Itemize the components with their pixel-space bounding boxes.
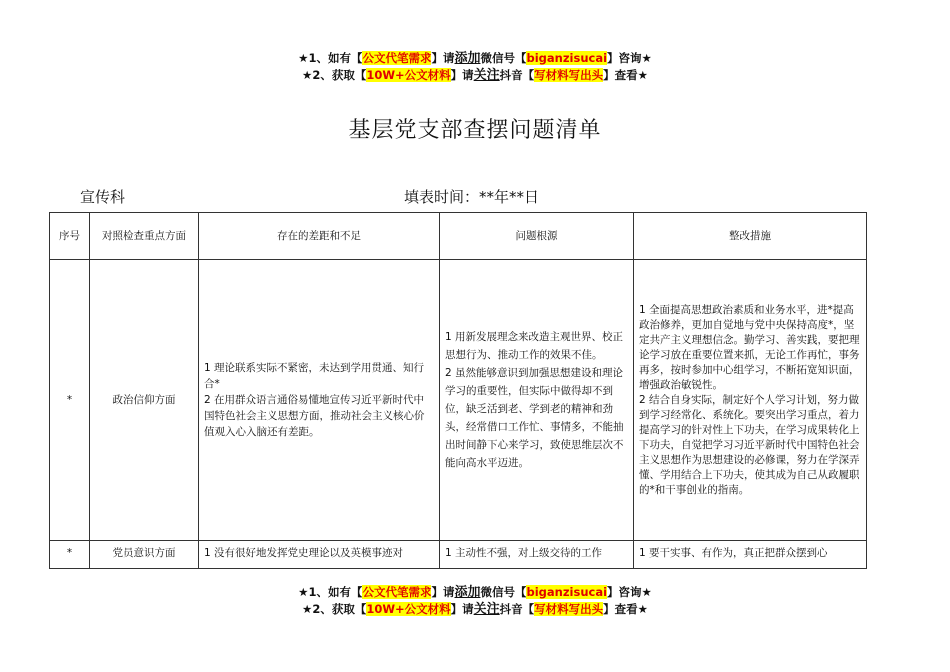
promo-highlight-materials: 10W+公文材料	[366, 602, 451, 616]
cell-gaps: 1 理论联系实际不紧密，未达到学用贯通、知行合* 2 在用群众语言通俗易懂地宣传习近平新时代中国特色社会主义思想方面，推动社会主义核心价值观入心入脑还有差距。	[199, 260, 440, 541]
promo-highlight-douyin: 写材料写出头	[534, 602, 604, 616]
promo-text: ★1、如有【	[298, 51, 363, 65]
promo-text: ★2、获取【	[302, 68, 367, 82]
cell-no: *	[50, 260, 90, 541]
cell-no: *	[50, 541, 90, 569]
promo-emphasis-add: 添加	[454, 585, 481, 600]
fill-date: 填表时间：**年**日	[404, 188, 540, 206]
promo-text: 】查看★	[603, 68, 648, 82]
promo-text: ★2、获取【	[302, 602, 367, 616]
promo-line-2	[0, 601, 950, 618]
table-row	[50, 260, 867, 541]
promo-highlight-douyin: 写材料写出头	[534, 68, 604, 82]
promo-line-1	[0, 50, 950, 67]
promo-text: 】请	[450, 602, 474, 616]
promo-highlight-materials: 10W+公文材料	[366, 68, 451, 82]
promo-banner-bottom	[0, 584, 950, 618]
cell-aspect: 党员意识方面	[90, 541, 199, 569]
promo-text: 】咨询★	[607, 585, 652, 599]
promo-line-2	[0, 67, 950, 84]
promo-text: 微信号【	[480, 51, 527, 65]
promo-highlight-wechat: biganzisucai	[526, 51, 608, 65]
promo-text: 】查看★	[603, 602, 648, 616]
promo-text: ★1、如有【	[298, 585, 363, 599]
promo-text: 抖音【	[499, 68, 535, 82]
table-header-row	[50, 213, 867, 260]
promo-text: 】请	[431, 51, 455, 65]
promo-highlight-service: 公文代笔需求	[362, 51, 432, 65]
cell-aspect: 政治信仰方面	[90, 260, 199, 541]
cell-roots: 1 主动性不强，对上级交待的工作	[440, 541, 634, 569]
issue-table	[49, 212, 867, 569]
header-measures: 整改措施	[634, 213, 867, 260]
promo-emphasis-follow: 关注	[473, 68, 500, 83]
header-gaps: 存在的差距和不足	[199, 213, 440, 260]
cell-measures: 1 全面提高思想政治素质和业务水平，进*提高政治修养，更加自觉地与党中央保持高度*，坚定共产主义理想信念。勤学习、善实践，要把理论学习放在重要位置来抓，无论工作再忙，事务再多，按时参加中心组学习，不断拓宽知识面，增强政治敏锐性。 2 结合自身实际，制定好个人学习计划，努力做到学习经常化、系统化。要突出学习重点，着力提高学习的针对性上下功夫，在学习成果转化上下功夫，自觉把学习习近平新时代中国特色社会主义思想作为思想建设的必修课，努力在学深弄懂、学用结合上下功夫，使其成为自己从政履职的*和干事创业的指南。	[634, 260, 867, 541]
cell-gaps: 1 没有很好地发挥党史理论以及英模事迹对	[199, 541, 440, 569]
promo-highlight-wechat: biganzisucai	[526, 585, 608, 599]
promo-line-1	[0, 584, 950, 601]
promo-text: 】请	[450, 68, 474, 82]
promo-emphasis-add: 添加	[454, 51, 481, 66]
document-title: 基层党支部查摆问题清单	[348, 118, 602, 143]
table-row	[50, 541, 867, 569]
promo-text: 微信号【	[480, 585, 527, 599]
promo-highlight-service: 公文代笔需求	[362, 585, 432, 599]
department-label: 宣传科	[80, 188, 126, 206]
promo-text: 】咨询★	[607, 51, 652, 65]
promo-text: 】请	[431, 585, 455, 599]
header-roots: 问题根源	[440, 213, 634, 260]
cell-roots: 1 用新发展理念来改造主观世界、校正思想行为、推动工作的效果不佳。 2 虽然能够意识到加强思想建设和理论学习的重要性，但实际中做得却不到位，缺乏活到老、学到老的精神和劲头，经常借口工作忙、事情多，不能抽出时间静下心来学习，致使思维层次不能向高水平迈进。	[440, 260, 634, 541]
promo-emphasis-follow: 关注	[473, 602, 500, 617]
cell-measures: 1 要干实事、有作为，真正把群众摆到心	[634, 541, 867, 569]
promo-banner-top	[0, 50, 950, 84]
header-no: 序号	[50, 213, 90, 260]
promo-text: 抖音【	[499, 602, 535, 616]
header-aspect: 对照检查重点方面	[90, 213, 199, 260]
